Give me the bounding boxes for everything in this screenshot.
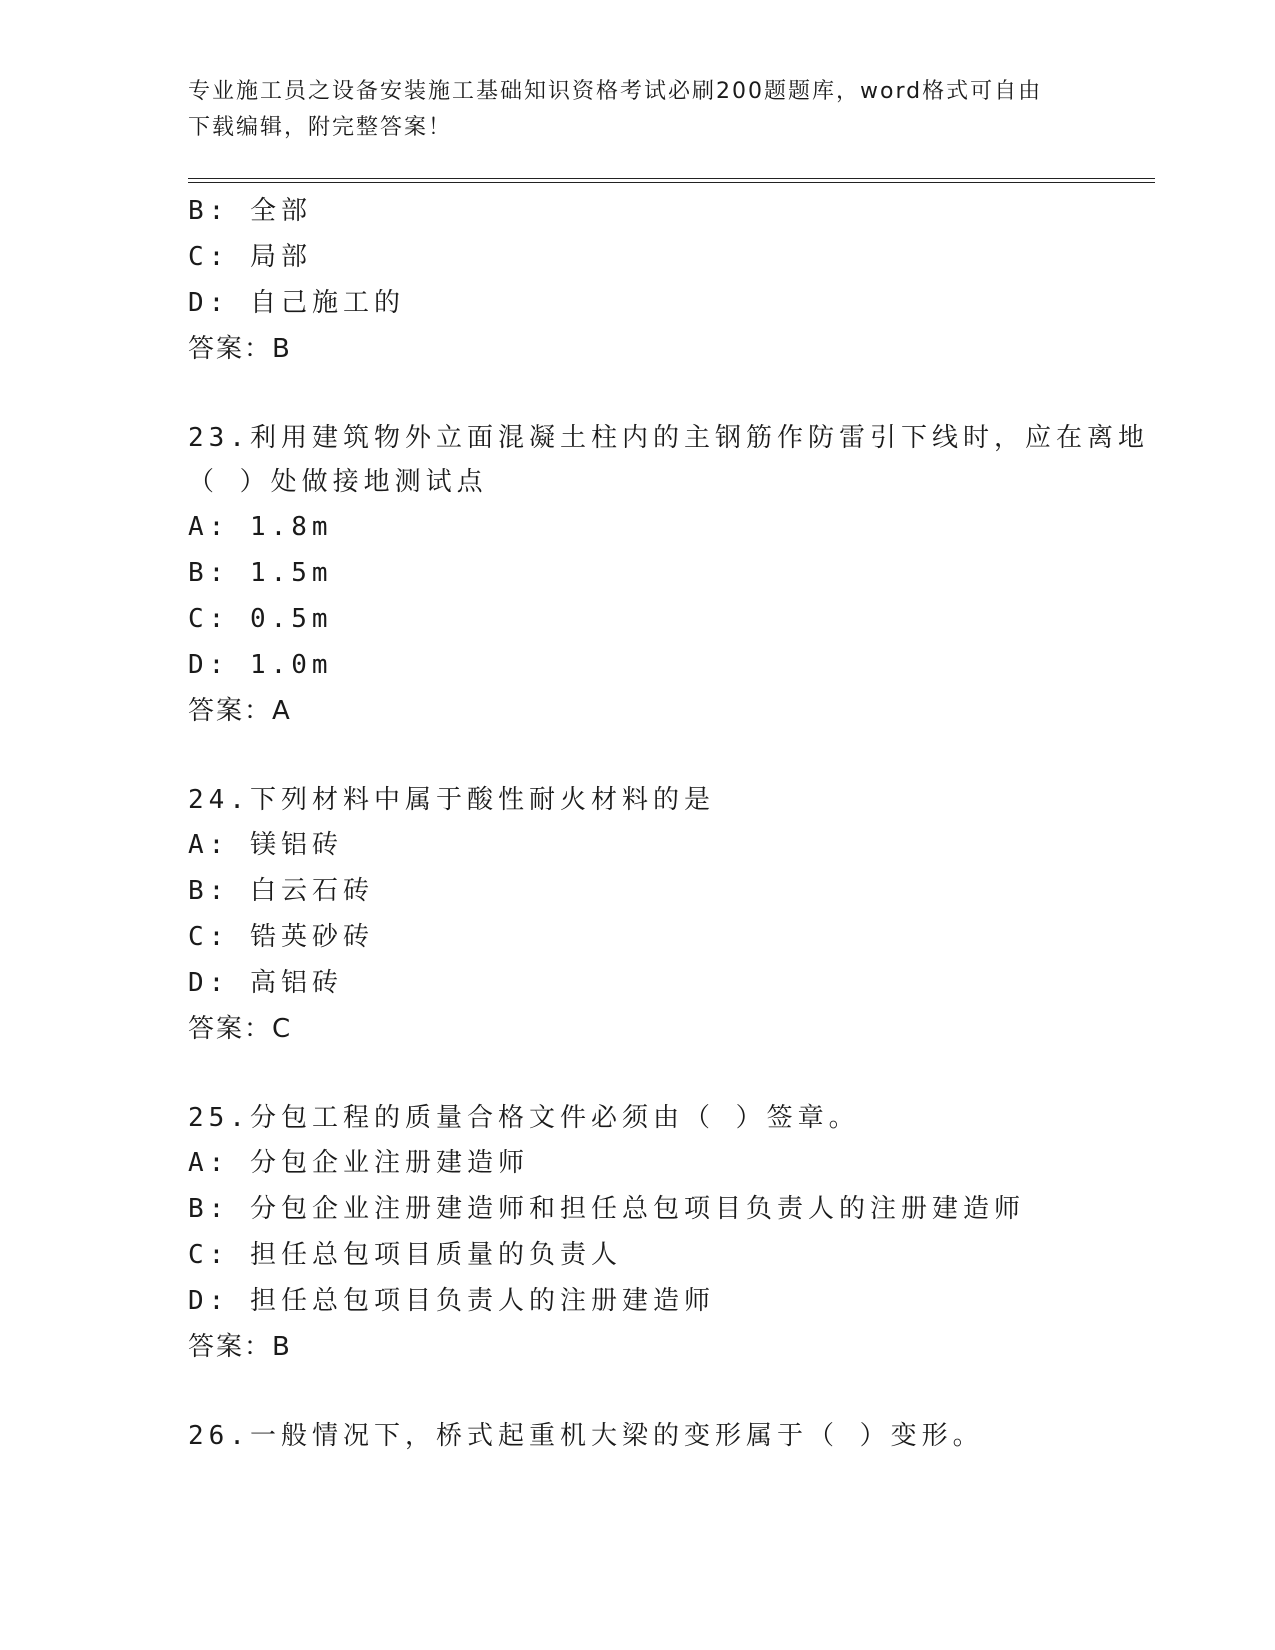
spacer: [188, 1370, 1155, 1414]
option-d: D: 1.0m: [188, 650, 333, 680]
answer-line: 答案：B: [188, 334, 292, 364]
question-stem-continued: （ ）处做接地测试点: [188, 467, 488, 497]
answer-line: 答案：B: [188, 1332, 292, 1362]
question-block-25: [188, 1096, 1155, 1370]
header-line-1: 专业施工员之设备安装施工基础知识资格考试必刷200题题库，word格式可自由: [188, 79, 1043, 104]
question-block-26: [188, 1414, 1155, 1458]
header-divider: [188, 178, 1155, 183]
spacer: [188, 1052, 1155, 1096]
question-stem: 23.利用建筑物外立面混凝土柱内的主钢筋作防雷引下线时，应在离地: [188, 423, 1149, 453]
spacer: [188, 372, 1155, 416]
option-c: C: 0.5m: [188, 604, 333, 634]
option-c: C: 锆英砂砖: [188, 922, 374, 952]
question-block-22: [188, 188, 1155, 372]
option-c: C: 担任总包项目质量的负责人: [188, 1240, 622, 1270]
option-c: C: 局部: [188, 242, 312, 272]
page-header: [188, 74, 1088, 146]
option-a: A: 镁铝砖: [188, 830, 343, 860]
option-b: B: 白云石砖: [188, 876, 374, 906]
option-a: A: 分包企业注册建造师: [188, 1148, 529, 1178]
spacer: [188, 734, 1155, 778]
option-a: A: 1.8m: [188, 512, 333, 542]
question-stem: 26.一般情况下，桥式起重机大梁的变形属于（ ）变形。: [188, 1421, 984, 1451]
question-stem: 24.下列材料中属于酸性耐火材料的是: [188, 785, 715, 815]
option-b: B: 1.5m: [188, 558, 333, 588]
question-block-23: [188, 416, 1155, 734]
option-d: D: 自己施工的: [188, 288, 405, 318]
option-d: D: 高铝砖: [188, 968, 343, 998]
option-b: B: 分包企业注册建造师和担任总包项目负责人的注册建造师: [188, 1194, 1025, 1224]
question-block-24: [188, 778, 1155, 1052]
option-b: B: 全部: [188, 196, 312, 226]
answer-line: 答案：A: [188, 696, 292, 726]
header-line-2: 下载编辑，附完整答案！: [188, 115, 453, 140]
question-stem: 25.分包工程的质量合格文件必须由（ ）签章。: [188, 1103, 860, 1133]
answer-line: 答案：C: [188, 1014, 293, 1044]
question-content: [188, 188, 1155, 1458]
option-d: D: 担任总包项目负责人的注册建造师: [188, 1286, 715, 1316]
